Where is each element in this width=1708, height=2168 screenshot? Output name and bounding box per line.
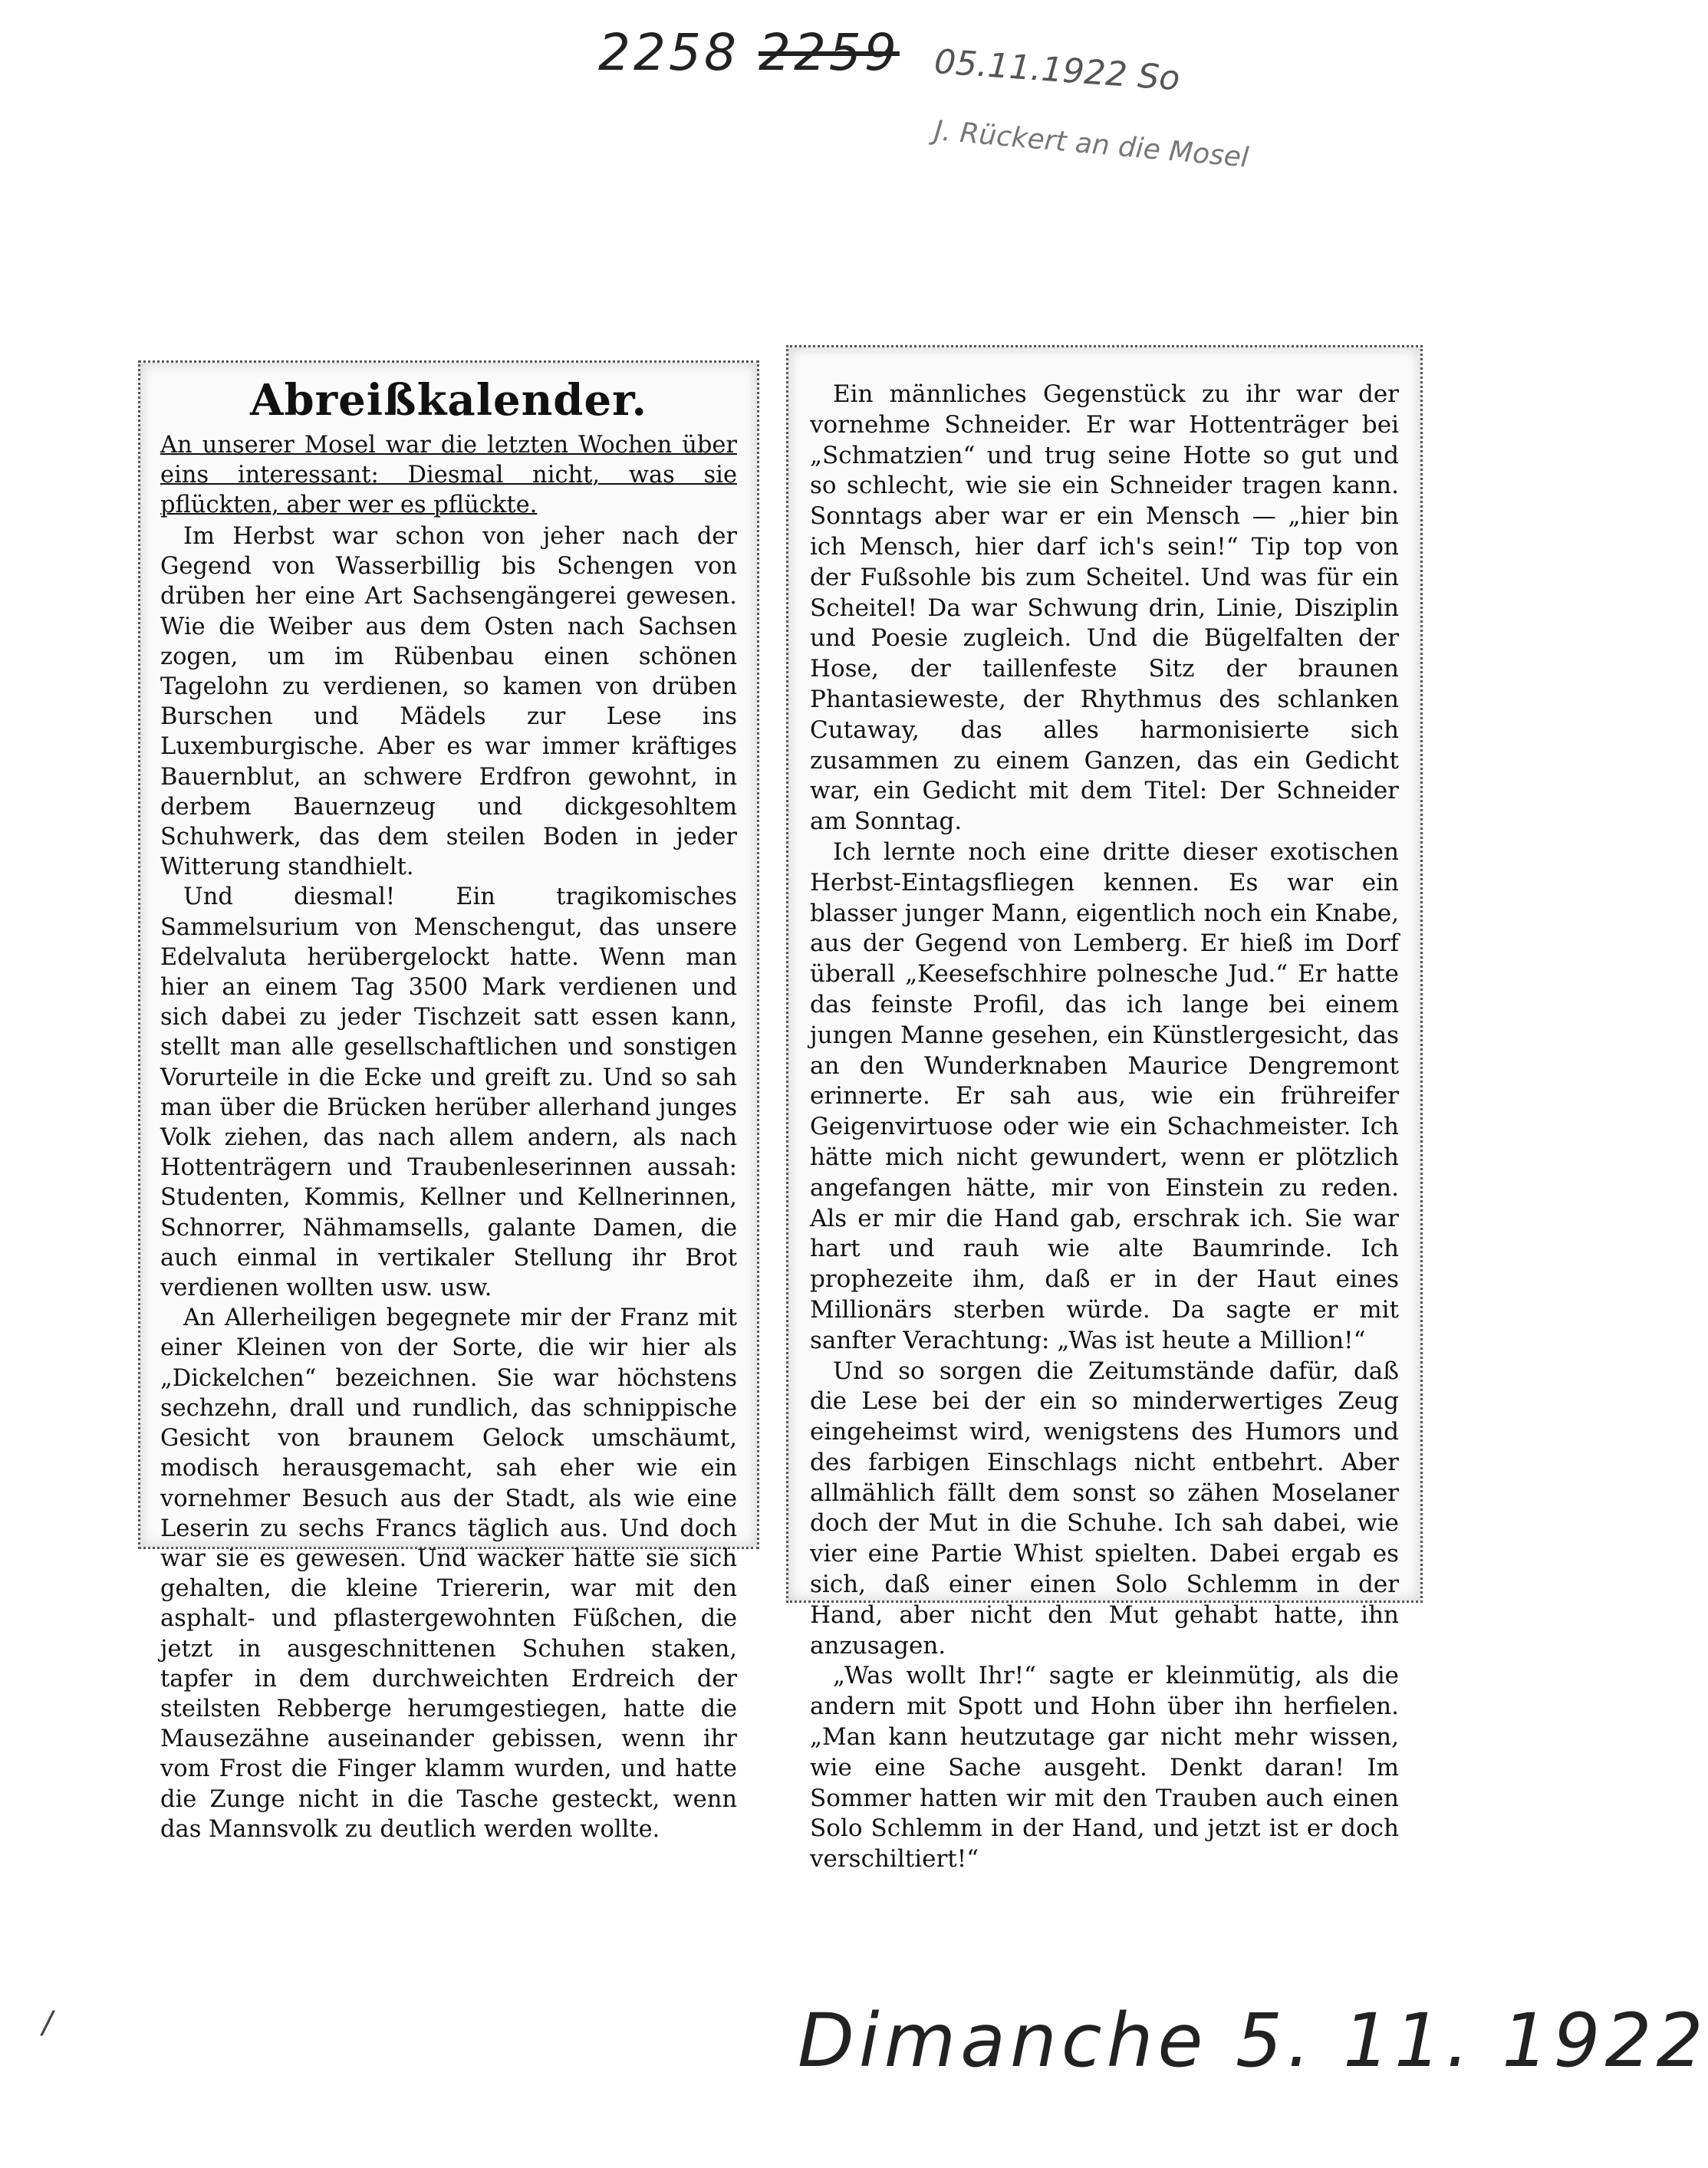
article-paragraph: Ein männliches Gegenstück zu ihr war der vornehme Schneider. Er war Hottenträger bei „Schmatzien“ und trug seine Hotte so gut und so schlecht, wie sie ein Schneider tragen kann. Sonntags aber war er ein Mensch — „hier bin ich Mensch, hier darf ich's sein!“ Tip top von der Fußsohle bis zum Scheitel. Und was für ein Scheitel! Da war Schwung drin, Linie, Disziplin und Poesie zugleich. Und die Bügelfalten der Hose, der taillenfeste Sitz der braunen Phantasieweste, der Rhythmus des schlanken Cutaway, das alles harmonisierte sich zusammen zu einem Ganzen, das ein Gedicht war, ein Gedicht mit dem Titel: Der Schneider am Sonntag. [810,380,1399,836]
handwritten-faint-note: J. Rückert an die Mosel [933,115,1250,174]
article-paragraph: Und diesmal! Ein tragikomisches Sammelsurium von Menschengut, das unsere Edelvaluta herübergelockt hatte. Wenn man hier an einem Tag 3500 Mark verdienen und sich dabei zu jeder Tischzeit satt essen kann, stellt man alle gesellschaftlichen und sonstigen Vorurteile in die Ecke und greift zu. Und so sah man über die Brücken herüber allerhand junges Volk ziehen, das nach allem andern, als nach Hottenträgern und Traubenleserinnen aussah: Studenten, Kommis, Kellner und Kellnerinnen, Schnorrer, Nähmamsells, galante Damen, die auch einmal in vertikaler Stellung ihr Brot verdienen wollten usw. usw. [160,883,737,1302]
article-paragraph: „Was wollt Ihr!“ sagte er kleinmütig, als die andern mit Spott und Hohn über ihn herfielen. „Man kann heutzutage gar nicht mehr wissen, wie eine Sache ausgeht. Denkt daran! Im Sommer hatten wir mit den Trauben auch einen Solo Schlemm in der Hand, und jetzt ist er doch verschiltiert!“ [810,1662,1399,1874]
handwritten-reference-numbers [598,23,900,82]
handwritten-reference-date: 05.11.1922 So [933,42,1181,99]
clipping-column-right [786,345,1423,1874]
article-title: Abreißkalender. [250,375,647,426]
article-paragraph: Im Herbst war schon von jeher nach der Gegend von Wasserbillig bis Schengen von drüben her eine Art Sachsengängerei gewesen. Wie die Weiber aus dem Osten nach Sachsen zogen, um im Rübenbau einen schönen Tagelohn zu verdienen, so kamen von drüben Burschen und Mädels zur Lese ins Luxemburgische. Aber es war immer kräftiges Bauernblut, an schwere Erdfron gewohnt, in derbem Bauernzeug und dickgesohltem Schuhwerk, das dem steilen Boden in jeder Witterung standhielt. [160,523,737,881]
stray-pen-mark: / [42,2005,53,2041]
article-lead: An unserer Mosel war die letzten Wochen über eins interessant: Diesmal nicht, was sie pflückten, aber wer es pflückte. [160,432,737,518]
reference-number: 2258 [598,23,739,82]
clipping-column-left [138,360,759,1843]
article-paragraph: Ich lernte noch eine dritte dieser exotischen Herbst-Eintagsfliegen kennen. Es war ein blasser junger Mann, eigentlich noch ein Knabe, aus der Gegend von Lemberg. Er hieß im Dorf überall „Keesefschhire polnesche Jud.“ Er hatte das feinste Profil, das ich lange bei einem jungen Manne gesehen, ein Künstlergesicht, das an den Wunderknaben Maurice Dengremont erinnerte. Er sah aus, wie ein frühreifer Geigenvirtuose oder wie ein Schachmeister. Ich hätte mich nicht gewundert, wenn er plötzlich angefangen hätte, mir von Einstein zu reden. Als er mir die Hand gab, erschrak ich. Sie war hart und rauh wie alte Baumrinde. Ich prophezeite ihm, daß er in der Haut eines Millionärs sterben würde. Da sagte er mit sanfter Verachtung: „Was ist heute a Million!“ [810,837,1399,1354]
article-paragraph: An Allerheiligen begegnete mir der Franz mit einer Kleinen von der Sorte, die wir hier als „Dickelchen“ bezeichnen. Sie war höchstens sechzehn, drall und rundlich, das schnippische Gesicht von braunem Gelock umschäumt, modisch herausgemacht, sah eher wie ein vornehmer Besuch aus der Stadt, als wie eine Leserin zu sechs Francs täglich aus. Und doch war sie es gewesen. Und wacker hatte sie sich gehalten, die kleine Triererin, war mit den asphalt- und pflastergewohnten Füßchen, die jetzt in ausgeschnittenen Schuhen staken, tapfer in dem durchweichten Erdreich der steilsten Rebberge herumgestiegen, hatte die Mausezähne auseinander gebissen, wenn ihr vom Frost die Finger klamm wurden, und hatte die Zunge nicht in die Tasche gesteckt, wenn das Mannsvolk zu deutlich werden wollte. [160,1304,737,1843]
article-paragraph: Und so sorgen die Zeitumstände dafür, daß die Lese bei der ein so minderwertiges Zeug eingeheimst wird, wenigstens des Humors und des farbigen Einschlags nicht entbehrt. Aber allmählich fällt dem sonst so zähen Moselaner doch der Mut in die Schuhe. Ich sah dabei, wie vier eine Partie Whist spielten. Dabei ergab es sich, daß einer einen Solo Schlemm in der Hand, aber nicht den Mut gehabt hatte, ihn anzusagen. [810,1357,1399,1660]
handwritten-publication-date: Dimanche 5. 11. 1922 [798,1998,1708,2084]
struck-reference-number: 2259 [758,23,900,82]
